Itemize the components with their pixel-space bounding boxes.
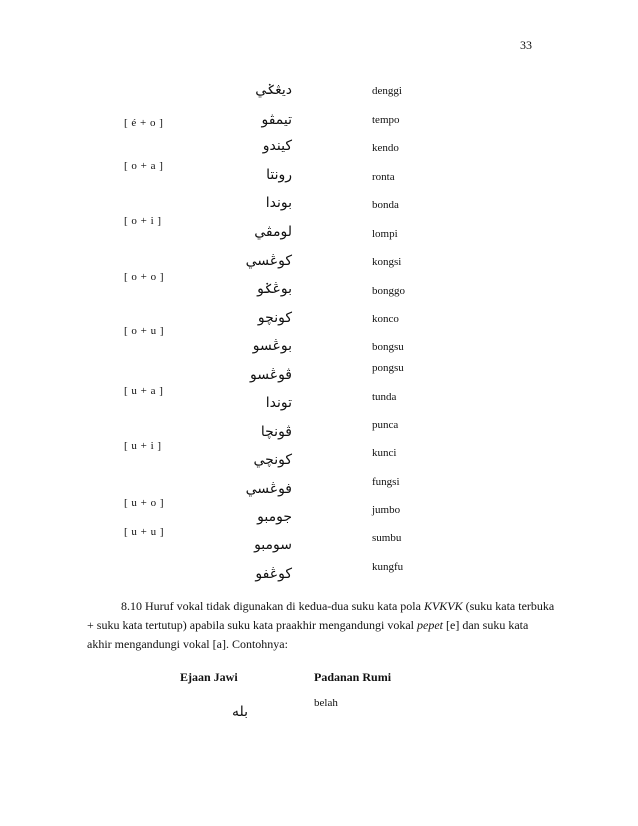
jawi-word: کيندو [262, 138, 292, 154]
jawi-word: لومڤي [254, 224, 292, 240]
vowel-pattern-o-o: [ o + o ] [124, 271, 165, 283]
rumi-word: bonda [372, 199, 399, 211]
page-number: 33 [520, 38, 532, 52]
jawi-word: کوڠفو [255, 566, 292, 582]
vowel-pattern-o-u: [ o + u ] [124, 325, 165, 337]
jawi-word: کونچي [253, 452, 292, 468]
vowel-pattern-u-a: [ u + a ] [124, 385, 164, 397]
vowel-pattern-o-i: [ o + i ] [124, 215, 162, 227]
rumi-word: kunci [372, 447, 397, 459]
rumi-word: ronta [372, 171, 395, 183]
rumi-word: kongsi [372, 256, 402, 268]
rule-text-part3: [e] dan suku kata akhir mengandungi vokal [a]. Contohnya: [87, 618, 529, 651]
rumi-word: punca [372, 419, 399, 431]
rumi-word: tempo [372, 114, 400, 126]
vowel-pattern-u-i: [ u + i ] [124, 440, 162, 452]
rumi-word: kungfu [372, 561, 404, 573]
rumi-word: kendo [372, 142, 399, 154]
rumi-word: denggi [372, 85, 402, 97]
header-padanan-rumi: Padanan Rumi [314, 670, 392, 684]
jawi-word: ديڠݢي [255, 82, 292, 98]
rule-pepet: pepet [417, 618, 444, 632]
jawi-word: رونتا [266, 167, 292, 183]
jawi-word: ڤونچا [260, 424, 292, 440]
vowel-pattern-e-o: [ é + o ] [124, 117, 164, 129]
example-rumi-word: belah [314, 697, 338, 709]
jawi-word: بوڠسو [252, 338, 292, 354]
jawi-word: کونچو [257, 310, 292, 326]
rumi-word: sumbu [372, 532, 402, 544]
header-ejaan-jawi: Ejaan Jawi [180, 670, 238, 684]
jawi-word: فوڠسي [245, 481, 292, 497]
jawi-word: توندا [265, 395, 292, 411]
rule-paragraph [87, 597, 555, 654]
vowel-pattern-u-u: [ u + u ] [124, 526, 165, 538]
rule-text-part2: (suku kata terbuka + suku kata tertutup) apabila suku kata praakhir mengandungi vokal [87, 599, 555, 632]
rumi-word: bonggo [372, 285, 405, 297]
rumi-word: bongsu [372, 341, 404, 353]
rumi-word: lompi [372, 228, 398, 240]
rule-text-part1: 8.10 Huruf vokal tidak digunakan di kedua-dua suku kata pola [121, 599, 424, 613]
jawi-word: جومبو [257, 509, 292, 525]
jawi-word: سومبو [254, 537, 292, 553]
jawi-word: بوندا [265, 195, 292, 211]
jawi-word: بوڠݢو [257, 281, 292, 297]
jawi-word: تيمڤو [261, 112, 292, 128]
rule-pattern: KVKVK [423, 599, 463, 613]
rumi-word: fungsi [372, 476, 400, 488]
jawi-word: کوڠسي [245, 253, 292, 269]
example-jawi-word: بله [231, 704, 248, 720]
rumi-word: tunda [372, 391, 397, 403]
vowel-pattern-o-a: [ o + a ] [124, 160, 164, 172]
vowel-pattern-u-o: [ u + o ] [124, 497, 165, 509]
rumi-word: konco [372, 313, 399, 325]
rumi-word: pongsu [372, 362, 404, 374]
jawi-word: ڤوڠسو [250, 367, 292, 383]
rumi-word: jumbo [372, 504, 401, 516]
